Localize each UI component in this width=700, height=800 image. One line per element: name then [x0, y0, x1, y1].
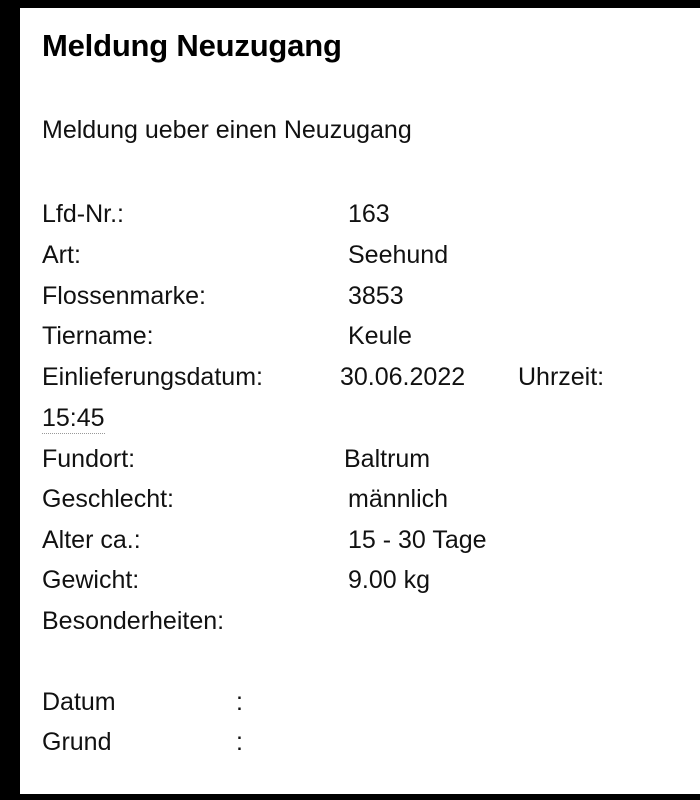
field-row-tiername: [42, 322, 682, 358]
fundort-label: Fundort:: [42, 445, 136, 473]
flossenmarke-value: 3853: [348, 282, 404, 310]
tiername-label: Tiername:: [42, 322, 154, 350]
uhrzeit-value: 15:45: [42, 404, 105, 432]
geschlecht-value: männlich: [348, 485, 449, 513]
lfd-nr-value: 163: [348, 200, 390, 228]
field-row-geschlecht: [42, 485, 682, 521]
page-title: Meldung Neuzugang: [42, 28, 342, 63]
art-value: Seehund: [348, 241, 449, 269]
fundort-value: Baltrum: [344, 445, 431, 473]
einlieferungsdatum-label: Einlieferungsdatum:: [42, 363, 263, 391]
tiername-value: Keule: [348, 322, 412, 350]
footer-row-grund: [42, 728, 682, 764]
field-row-gewicht: [42, 566, 682, 602]
einlieferungsdatum-value: 30.06.2022: [340, 363, 466, 391]
page-subtitle: Meldung ueber einen Neuzugang: [42, 116, 412, 144]
field-row-einlieferungsdatum: [42, 363, 682, 399]
alter-label: Alter ca.:: [42, 526, 141, 554]
field-row-art: [42, 241, 682, 277]
field-row-lfd-nr: [42, 200, 682, 236]
alter-value: 15 - 30 Tage: [348, 526, 487, 554]
footer-row-datum: [42, 688, 682, 724]
grund-colon: :: [236, 728, 243, 756]
datum-label: Datum: [42, 688, 116, 716]
lfd-nr-label: Lfd-Nr.:: [42, 200, 124, 228]
field-row-uhrzeit-value: [42, 404, 682, 440]
field-row-besonderheiten: [42, 607, 682, 643]
uhrzeit-label: Uhrzeit:: [518, 363, 605, 391]
flossenmarke-label: Flossenmarke:: [42, 282, 206, 310]
datum-colon: :: [236, 688, 243, 716]
art-label: Art:: [42, 241, 81, 269]
geschlecht-label: Geschlecht:: [42, 485, 175, 513]
report-sheet: [20, 8, 700, 794]
field-row-fundort: [42, 445, 682, 481]
field-row-flossenmarke: [42, 282, 682, 318]
field-row-alter: [42, 526, 682, 562]
besonderheiten-label: Besonderheiten:: [42, 607, 225, 635]
gewicht-label: Gewicht:: [42, 566, 140, 594]
gewicht-value: 9.00 kg: [348, 566, 431, 594]
grund-label: Grund: [42, 728, 112, 756]
